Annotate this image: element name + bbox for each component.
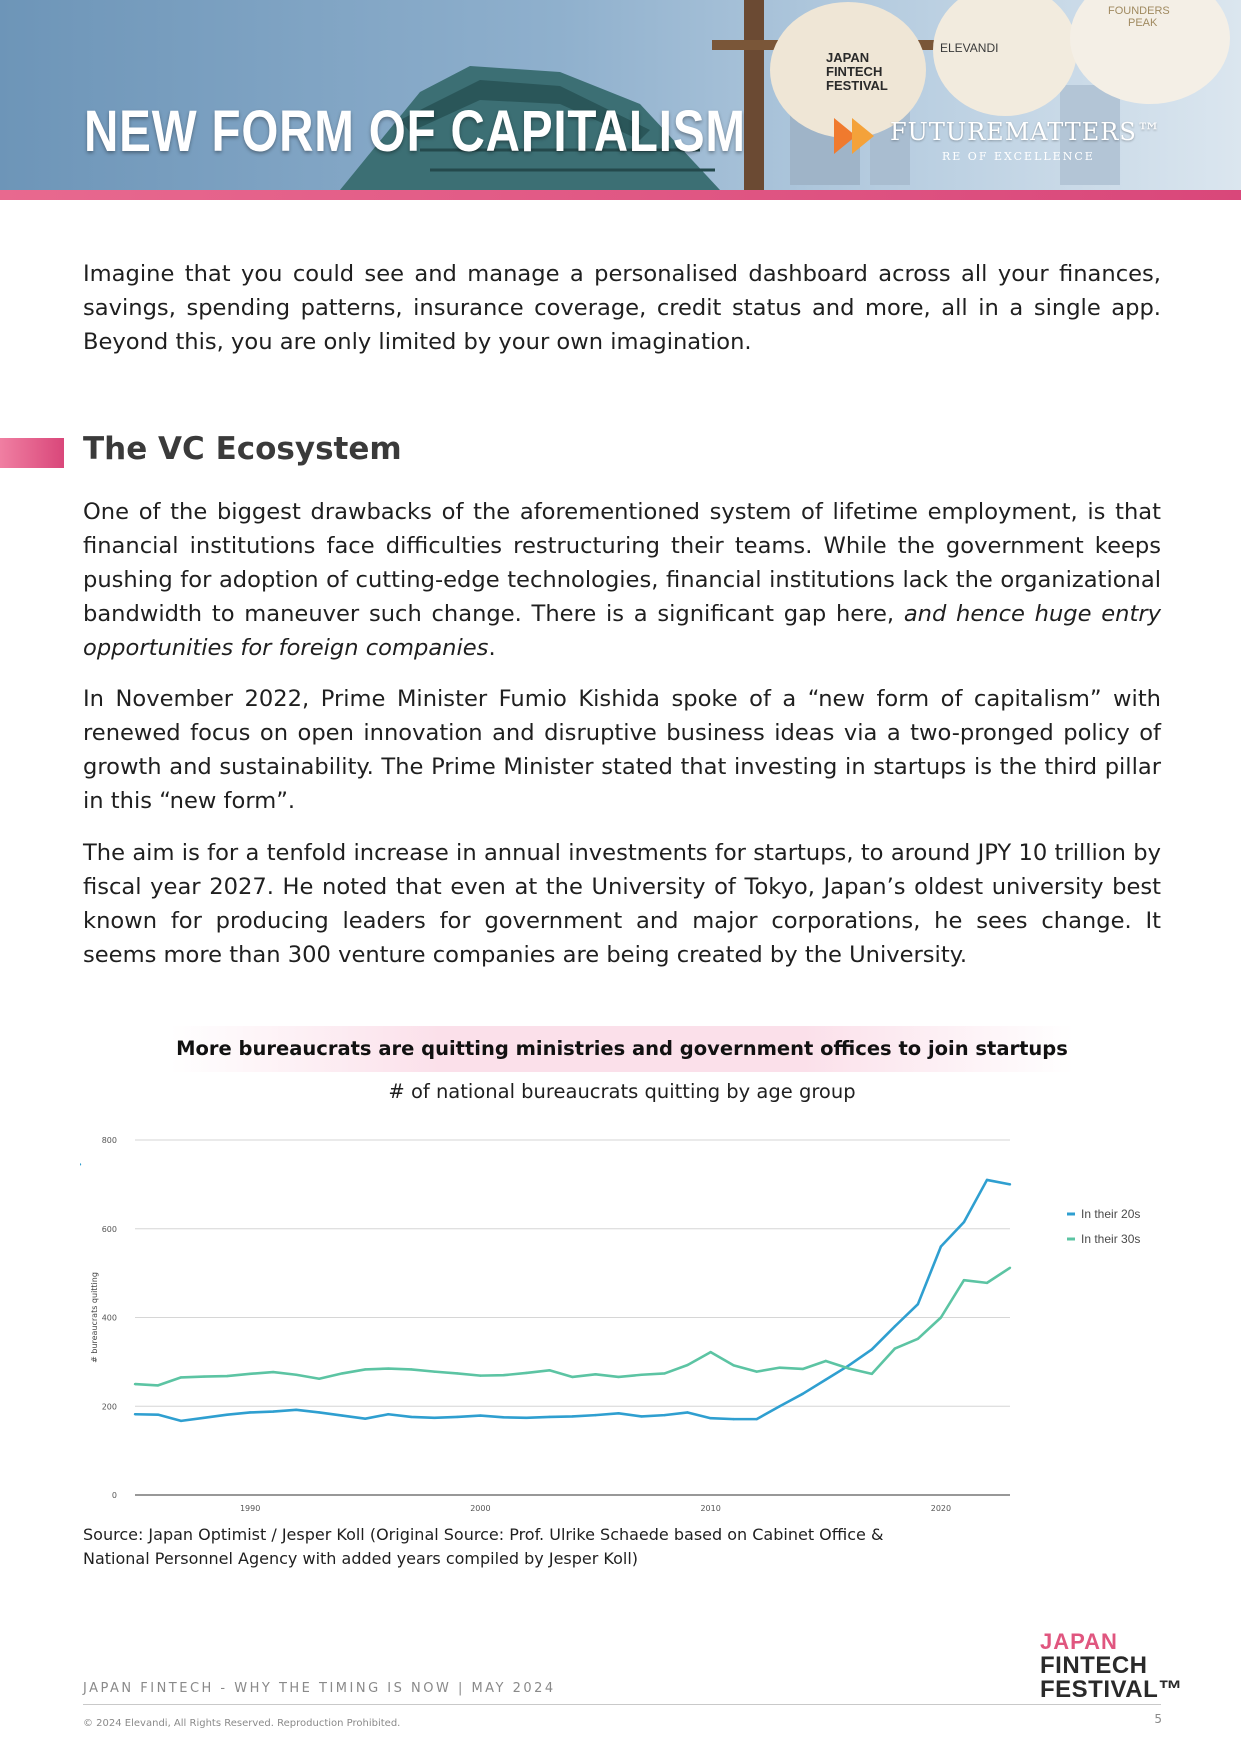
series-1-point [272, 1410, 274, 1412]
svg-text:ELEVANDI: ELEVANDI [940, 41, 999, 55]
y-tick-label: 400 [101, 1313, 117, 1323]
series-2-point [825, 1360, 827, 1362]
footer-divider [83, 1704, 1161, 1705]
page-number: 5 [1154, 1712, 1162, 1726]
series-2-point [157, 1384, 159, 1386]
series-1-point [410, 1416, 412, 1418]
paragraph-1-text: One of the biggest drawbacks of the aforementioned system of lifetime employment, is that financial institutions face difficulties restructuring their teams. While the government keeps pushing for adoption of cutting-edge technologies, financial institutions lack the organizational bandwidth to maneuver such change. There is a significant gap here, [83, 499, 1161, 627]
body-paragraph-2: In November 2022, Prime Minister Fumio Kishida spoke of a “new form of capitalism” with renewed focus on open innovation and disruptive business ideas via a two-pronged policy of growth and sustainability. The Prime Minister stated that investing in startups is the third pillar in this “new form”. [83, 686, 1161, 814]
series-2-point [479, 1374, 481, 1376]
svg-text:FOUNDERS: FOUNDERS [1108, 5, 1170, 17]
series-2-point [686, 1364, 688, 1366]
page-title: NEW FORM OF CAPITALISM [84, 99, 746, 164]
series-1-point [203, 1417, 205, 1419]
series-1-point [917, 1303, 919, 1305]
series-1-point [963, 1221, 965, 1223]
series-1-point [134, 1413, 136, 1415]
series-1-point [617, 1412, 619, 1414]
series-2-point [756, 1370, 758, 1372]
series-2-point [456, 1372, 458, 1374]
chart-title: More bureaucrats are quitting ministries and government offices to join startups [170, 1026, 1074, 1072]
series-2-point [802, 1368, 804, 1370]
paragraph-1-emphasis: and hence huge entry opportunities for foreign companies [83, 601, 1161, 661]
chart-source [83, 1523, 983, 1571]
series-2-point [502, 1374, 504, 1376]
series-2-point [548, 1369, 550, 1371]
series-2-point [871, 1373, 873, 1375]
x-tick-label: 2020 [930, 1504, 952, 1513]
futurematters-brand [832, 116, 1162, 166]
series-1-point [226, 1413, 228, 1415]
series-2-point [709, 1351, 711, 1353]
legend-label: In their 20s [1081, 1207, 1141, 1221]
series-1-point [295, 1409, 297, 1411]
series-1-point [594, 1414, 596, 1416]
body-paragraph-1 [83, 495, 1161, 665]
intro-paragraph: Imagine that you could see and manage a personalised dashboard across all your finances, savings, spending patterns, insurance coverage, credit status and more, all in a single app. Beyond this, you are only limited by your own imagination. [83, 261, 1161, 355]
series-2-point [249, 1373, 251, 1375]
series-2-point [226, 1375, 228, 1377]
series-1-point [825, 1378, 827, 1380]
series-1-point [732, 1418, 734, 1420]
series-1-point [802, 1393, 804, 1395]
svg-text:JAPAN: JAPAN [826, 50, 870, 65]
logo-line-festival: FESTIVAL™ [1040, 1676, 1183, 1703]
series-1-point [479, 1414, 481, 1416]
series-1-point [456, 1416, 458, 1418]
y-axis-label: # bureaucrats quitting [90, 1272, 99, 1363]
header-accent-stripe [0, 190, 1241, 200]
section-heading: The VC Ecosystem [83, 431, 402, 467]
series-2-point [272, 1371, 274, 1373]
series-1-point [525, 1417, 527, 1419]
x-tick-label: 1990 [239, 1504, 261, 1513]
x-tick-label: 2010 [700, 1504, 721, 1513]
series-1-point [364, 1417, 366, 1419]
logo-line-japan: JAPAN [1040, 1629, 1118, 1654]
series-2-point [364, 1368, 366, 1370]
series-1-point [663, 1414, 665, 1416]
series-2-point [295, 1374, 297, 1376]
series-1-point [433, 1417, 435, 1419]
series-line-2 [135, 1268, 1010, 1386]
series-2-point [203, 1375, 205, 1377]
svg-text:FESTIVAL: FESTIVAL [826, 78, 888, 93]
series-1-point [848, 1364, 850, 1366]
line-chart [80, 1125, 1160, 1515]
series-2-point [617, 1376, 619, 1378]
legend-label: In their 30s [1081, 1232, 1141, 1246]
series-1-point [779, 1405, 781, 1407]
series-2-point [387, 1367, 389, 1369]
series-1-point [1009, 1183, 1011, 1185]
japan-fintech-festival-logo [1040, 1629, 1183, 1703]
series-2-point [180, 1376, 182, 1378]
series-2-point [571, 1376, 573, 1378]
series-1-point [940, 1245, 942, 1247]
series-1-point [986, 1179, 988, 1181]
series-1-point [571, 1415, 573, 1417]
svg-text:FINTECH: FINTECH [826, 64, 883, 79]
series-2-point [940, 1316, 942, 1318]
source-line-1: Source: Japan Optimist / Jesper Koll (Original Source: Prof. Ulrike Schaede based on Cabinet Office & [83, 1525, 884, 1544]
header-banner [0, 0, 1241, 192]
y-tick-label: 600 [101, 1224, 117, 1234]
series-1-point [756, 1418, 758, 1420]
series-1-point [387, 1413, 389, 1415]
series-1-point [249, 1411, 251, 1413]
series-2-point [663, 1372, 665, 1374]
y-tick-label: 0 [111, 1491, 117, 1500]
series-1-point [180, 1420, 182, 1422]
series-1-point [548, 1416, 550, 1418]
series-2-point [779, 1366, 781, 1368]
svg-text:PEAK: PEAK [1128, 17, 1158, 29]
series-2-point [640, 1374, 642, 1376]
series-2-point [525, 1372, 527, 1374]
x-tick-label: 2000 [470, 1504, 491, 1513]
series-2-point [594, 1373, 596, 1375]
copyright-notice: © 2024 Elevandi, All Rights Reserved. Reproduction Prohibited. [83, 1718, 401, 1729]
series-2-point [963, 1279, 965, 1281]
series-2-point [986, 1282, 988, 1284]
series-2-point [917, 1338, 919, 1340]
series-2-point [848, 1367, 850, 1369]
series-1-point [318, 1411, 320, 1413]
series-line-1 [135, 1180, 1010, 1421]
series-2-point [433, 1370, 435, 1372]
series-2-point [1009, 1267, 1011, 1269]
series-2-point [732, 1364, 734, 1366]
paragraph-1-end: . [488, 635, 496, 661]
series-1-point [80, 1163, 81, 1165]
fast-forward-logo-icon [832, 116, 880, 156]
series-1-point [157, 1413, 159, 1415]
footer-document-title: JAPAN FINTECH - WHY THE TIMING IS NOW | MAY 2024 [83, 1681, 556, 1696]
series-2-point [341, 1372, 343, 1374]
series-2-point [410, 1368, 412, 1370]
section-marker [0, 438, 64, 468]
y-tick-label: 200 [101, 1402, 117, 1412]
series-1-point [709, 1417, 711, 1419]
y-tick-label: 800 [101, 1136, 117, 1145]
series-2-point [134, 1383, 136, 1385]
series-1-point [686, 1411, 688, 1413]
series-1-point [871, 1348, 873, 1350]
series-1-point [640, 1415, 642, 1417]
series-2-point [894, 1347, 896, 1349]
logo-line-fintech: FINTECH [1040, 1652, 1148, 1679]
series-1-point [894, 1325, 896, 1327]
series-2-point [318, 1378, 320, 1380]
source-line-2: National Personnel Agency with added years compiled by Jesper Koll) [83, 1549, 639, 1568]
series-1-point [502, 1416, 504, 1418]
brand-tagline: RE OF EXCELLENCE [942, 150, 1095, 163]
chart-subtitle: # of national bureaucrats quitting by age group [388, 1080, 856, 1103]
body-paragraph-3: The aim is for a tenfold increase in annual investments for startups, to around JPY 10 trillion by fiscal year 2027. He noted that even at the University of Tokyo, Japan’s oldest university best known for producing leaders for government and major corporations, he sees change. It seems more than 300 venture companies are being created by the University. [83, 840, 1161, 968]
series-1-point [341, 1414, 343, 1416]
brand-name: FUTUREMATTERS™ [890, 118, 1162, 146]
